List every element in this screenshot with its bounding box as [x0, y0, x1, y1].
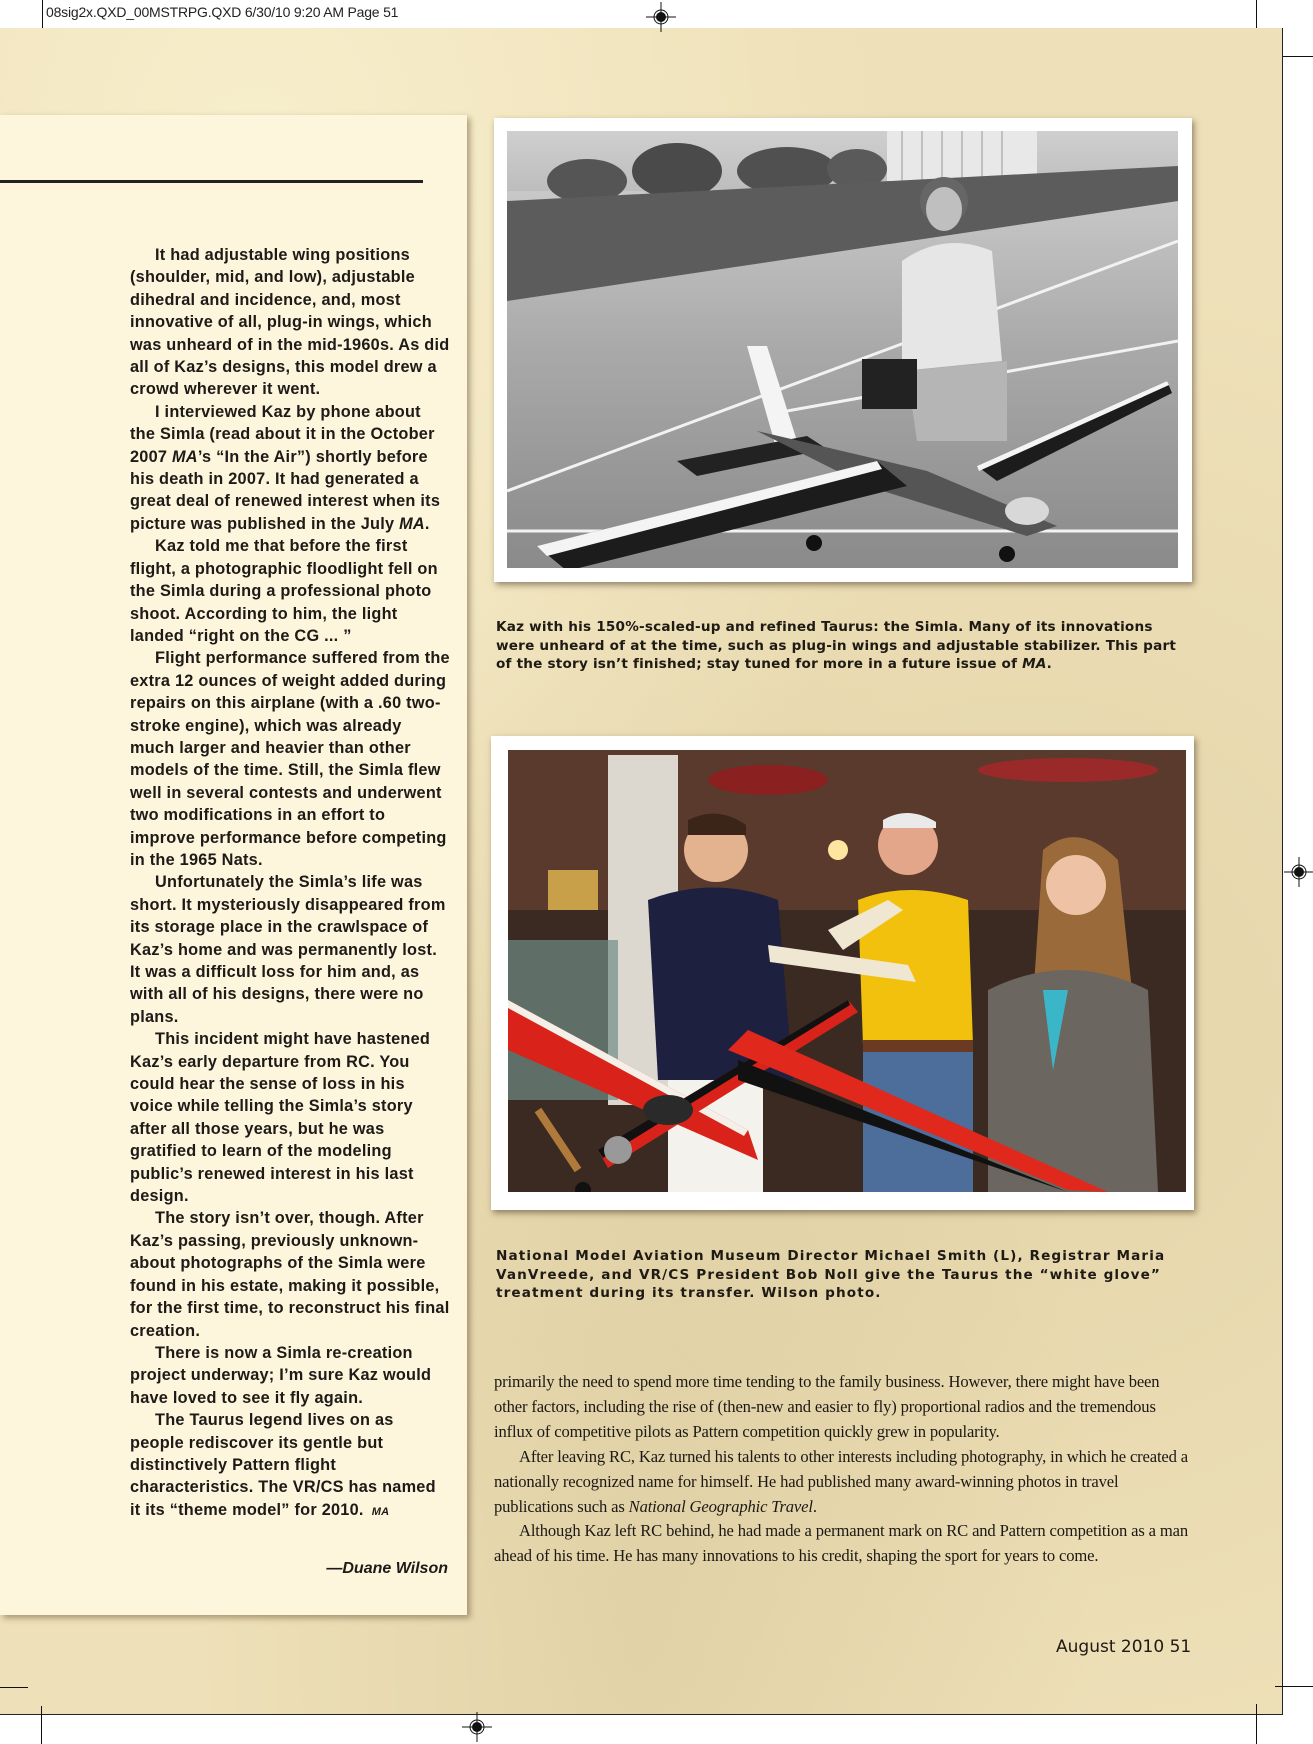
- text-run: I interviewed Kaz by phone about the Simla (read about it in the October 2007: [130, 402, 435, 466]
- caption-text: Kaz with his 150%-scaled-up and refined Taurus: the Simla. Many of its innovations were unheard of at the time, such as plug-in wings and adjustable stabilizer. This part of the story isn’t finished; stay tuned for more in a future issue of: [496, 619, 1177, 672]
- crop-mark: [41, 1706, 42, 1744]
- text-run: The Taurus legend lives on as people rediscover its gentle but distinctively Pattern flight characteristics. The VR/CS has named it its “theme model” for 2010.: [130, 1411, 436, 1519]
- sidebar-paragraph: Unfortunately the Simla’s life was short. It mysteriously disappeared from its storage place in the crawlspace of Kaz’s home and was permanently lost. It was a difficult loss for him and, as with all of his designs, there were no plans.: [130, 873, 446, 1026]
- crop-mark: [0, 1687, 28, 1688]
- text-run: .: [812, 1496, 817, 1516]
- magazine-abbrev: MA: [399, 514, 425, 533]
- magazine-abbrev: MA: [172, 447, 198, 466]
- page-folio: August 2010 51: [1056, 1637, 1192, 1657]
- magazine-abbrev: MA: [1022, 656, 1047, 672]
- registration-mark-icon: [462, 1712, 492, 1742]
- photo-caption: National Model Aviation Museum Director Michael Smith (L), Registrar Maria VanVreede, and VR/CS President Bob Noll give the Taurus the “white glove” treatment during its transfer. Wilson photo.: [496, 1248, 1166, 1301]
- photo-color-museum: [508, 750, 1186, 1192]
- text-run: .: [424, 514, 430, 533]
- body-paragraph: primarily the need to spend more time tending to the family business. However, there might have been other factors, including the rise of (then-new and easier to fly) proportional radios and the tremendous influx of competitive pilots as Pattern competition quickly grew in popularity.: [494, 1372, 1160, 1441]
- end-mark: MA: [371, 1505, 390, 1518]
- body-paragraph: [494, 1445, 1194, 1520]
- sidebar-paragraph: Flight performance suffered from the extra 12 ounces of weight added during repairs on this airplane (with a .60 two-stroke engine), which was already much larger and heavier than other models of the time. Still, the Simla flew well in several contests and underwent two modifications in an effort to improve performance before competing in the 1965 Nats.: [130, 649, 450, 869]
- text-run: ’s “In the Air”) shortly before his death in 2007. It had generated a great deal of renewed interest when its picture was published in the July: [130, 447, 441, 533]
- publication-title: National Geographic Travel: [628, 1496, 813, 1516]
- photo-image: [507, 131, 1178, 568]
- sidebar-paragraph: It had adjustable wing positions (shoulder, mid, and low), adjustable dihedral and incidence, and, most innovative of all, plug-in wings, which was unheard of in the mid-1960s. As did all of Kaz’s designs, this model drew a crowd wherever it went.: [130, 246, 450, 399]
- sidebar-paragraph: The story isn’t over, though. After Kaz’s passing, previously unknown-about photographs of the Simla were found in his estate, making it possible, for the first time, to reconstruct his final creation.: [130, 1209, 450, 1340]
- photo-image: [508, 750, 1186, 1192]
- article-body: [494, 1370, 1194, 1569]
- sidebar-article: [130, 244, 450, 1523]
- sidebar-rule: [0, 180, 423, 183]
- registration-mark-icon: [1284, 857, 1313, 887]
- sidebar-paragraph: [130, 401, 450, 535]
- body-paragraph: Although Kaz left RC behind, he had made a permanent mark on RC and Pattern competition as a man ahead of his time. He has many innovations to his credit, shaping the sport for years to come.: [494, 1521, 1188, 1566]
- photo-kaz-simla: [494, 118, 1192, 582]
- sidebar-paragraph: This incident might have hastened Kaz’s early departure from RC. You could hear the sense of loss in his voice while telling the Simla’s story after all those years, but he was gratified to learn of the modeling public’s renewed interest in his last design.: [130, 1030, 431, 1206]
- byline: —Duane Wilson: [326, 1560, 448, 1577]
- crop-mark: [1256, 1704, 1257, 1744]
- photo-museum-transfer: [491, 736, 1194, 1210]
- registration-mark-icon: [646, 2, 676, 32]
- sidebar-paragraph: [130, 1409, 450, 1523]
- crop-mark: [1275, 1686, 1313, 1687]
- photo-caption: [496, 618, 1196, 674]
- sidebar-paragraph: Kaz told me that before the first flight, a photographic floodlight fell on the Simla during a professional photo shoot. According to him, the light landed “right on the CG ... ”: [130, 537, 438, 645]
- text-run: After leaving RC, Kaz turned his talents to other interests including photography, in which he created a nationally recognized name for himself. He had published many award-winning photos in travel publications such as: [494, 1446, 1189, 1516]
- photo-bw-runway: [507, 131, 1178, 568]
- caption-text: .: [1046, 656, 1052, 672]
- sidebar-paragraph: There is now a Simla re-creation project underway; I’m sure Kaz would have loved to see it fly again.: [130, 1343, 432, 1407]
- slug-line: 08sig2x.QXD_00MSTRPG.QXD 6/30/10 9:20 AM Page 51: [46, 4, 399, 20]
